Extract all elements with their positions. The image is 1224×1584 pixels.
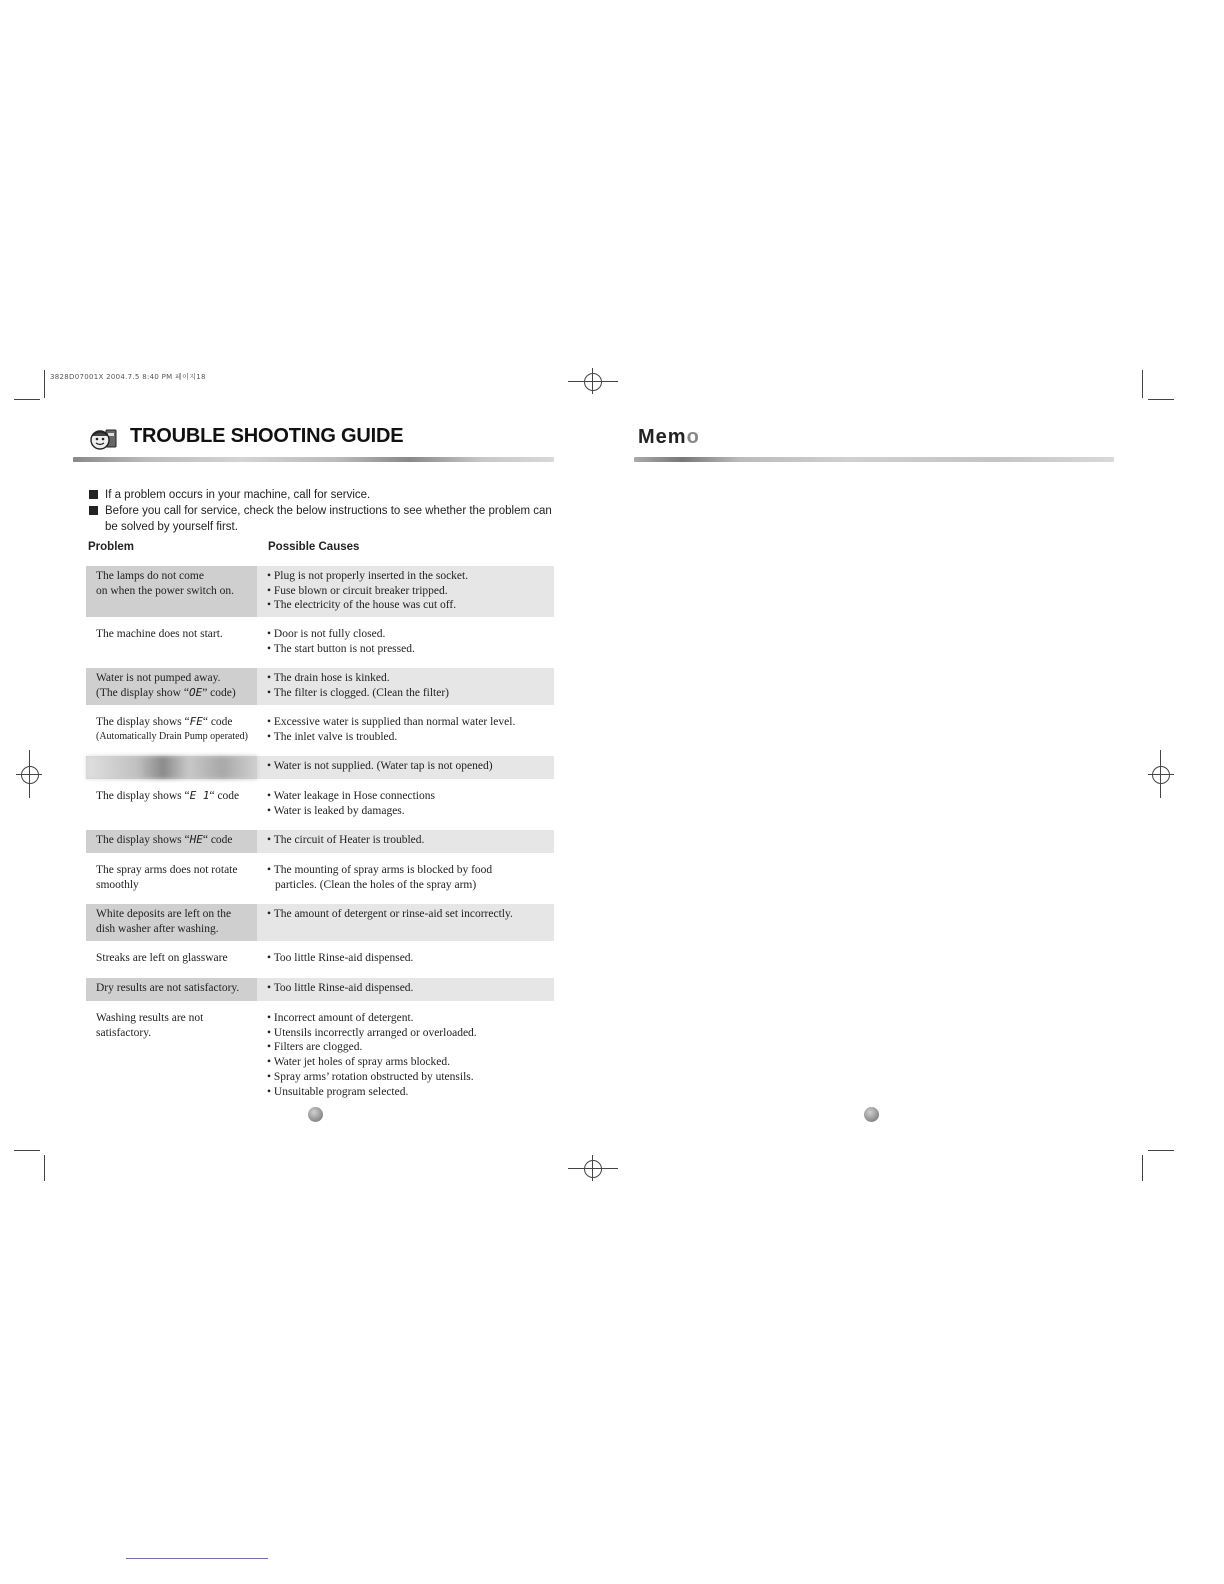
intro-text: If a problem occurs in your machine, call for service. bbox=[105, 489, 371, 501]
cause-line: • Filters are clogged. bbox=[267, 1041, 363, 1054]
cause-line: • The electricity of the house was cut off. bbox=[267, 599, 457, 612]
problem-cell bbox=[86, 948, 257, 971]
cause-line: • The start button is not pressed. bbox=[267, 642, 415, 655]
cause-line: • Water jet holes of spray arms blocked. bbox=[267, 1056, 451, 1069]
causes-cell bbox=[257, 860, 554, 897]
causes-cell bbox=[257, 624, 554, 661]
problem-line bbox=[96, 833, 251, 848]
crop-mark bbox=[44, 1155, 45, 1181]
problem-line: The spray arms does not rotate bbox=[96, 864, 238, 876]
causes-cell bbox=[257, 978, 554, 1001]
table-row bbox=[86, 566, 554, 617]
cause-line: • Door is not fully closed. bbox=[267, 628, 386, 640]
table-row bbox=[86, 860, 554, 897]
causes-cell bbox=[257, 948, 554, 971]
problem-line bbox=[96, 715, 251, 730]
cause-line: • Too little Rinse-aid dispensed. bbox=[267, 952, 414, 964]
problem-line: Washing results are not bbox=[96, 1012, 204, 1024]
problem-cell bbox=[86, 566, 257, 617]
registration-mark-icon bbox=[584, 373, 602, 391]
problem-line: smoothly bbox=[96, 878, 139, 891]
bottom-rule bbox=[126, 1558, 268, 1559]
print-info: 3828D07001X 2004.7.5 8:40 PM 페이지18 bbox=[50, 373, 206, 381]
column-header-problem: Problem bbox=[88, 541, 135, 553]
table-row bbox=[86, 786, 554, 823]
problem-cell bbox=[86, 978, 257, 1001]
registration-mark-icon bbox=[21, 766, 39, 784]
table-row bbox=[86, 978, 554, 1001]
crop-mark bbox=[1148, 1150, 1174, 1151]
troubleshooting-table bbox=[86, 566, 554, 1107]
problem-cell bbox=[86, 1008, 257, 1100]
intro-text: Before you call for service, check the below instructions to see whether the problem can be solved by yourself first. bbox=[105, 505, 552, 533]
page-title: TROUBLE SHOOTING GUIDE bbox=[130, 425, 404, 447]
problem-cell bbox=[86, 786, 257, 823]
table-row bbox=[86, 948, 554, 971]
column-header-causes: Possible Causes bbox=[268, 541, 360, 553]
causes-cell bbox=[257, 1008, 554, 1100]
problem-text: “ code bbox=[202, 834, 233, 846]
problem-text: ” code) bbox=[202, 686, 236, 699]
table-row bbox=[86, 904, 554, 941]
problem-line: White deposits are left on the bbox=[96, 908, 232, 920]
problem-text: “ code bbox=[202, 716, 233, 728]
title-underline bbox=[73, 457, 554, 462]
registration-mark-icon bbox=[1152, 766, 1170, 784]
problem-line bbox=[96, 686, 251, 701]
table-row bbox=[86, 668, 554, 705]
table-row bbox=[86, 1008, 554, 1100]
causes-cell bbox=[257, 756, 554, 779]
problem-line: Streaks are left on glassware bbox=[96, 952, 228, 964]
problem-cell-blurred bbox=[86, 756, 257, 779]
problem-text: The display shows “ bbox=[96, 790, 190, 802]
causes-cell bbox=[257, 904, 554, 941]
problem-line: dish washer after washing. bbox=[96, 922, 219, 935]
page-marker-dot bbox=[864, 1107, 879, 1122]
cause-line: • Incorrect amount of detergent. bbox=[267, 1012, 414, 1024]
problem-cell bbox=[86, 830, 257, 853]
error-code: HE bbox=[189, 833, 203, 846]
cause-line: • The circuit of Heater is troubled. bbox=[267, 834, 425, 846]
page-marker-dot bbox=[308, 1107, 323, 1122]
memo-title-underline bbox=[634, 457, 1114, 462]
cause-line: • The inlet valve is troubled. bbox=[267, 730, 398, 743]
crop-mark bbox=[14, 399, 40, 400]
cause-line: • The mounting of spray arms is blocked by food bbox=[267, 864, 493, 876]
cause-line: • Too little Rinse-aid dispensed. bbox=[267, 982, 414, 994]
cause-line: • Fuse blown or circuit breaker tripped. bbox=[267, 584, 448, 597]
problem-line: The lamps do not come bbox=[96, 570, 204, 582]
crop-mark bbox=[44, 370, 45, 398]
causes-cell bbox=[257, 668, 554, 705]
table-row bbox=[86, 624, 554, 661]
bullet-square-icon bbox=[89, 490, 98, 499]
crop-mark bbox=[1142, 1155, 1143, 1181]
problem-line: satisfactory. bbox=[96, 1026, 152, 1039]
problem-cell bbox=[86, 860, 257, 897]
causes-cell bbox=[257, 786, 554, 823]
problem-text: (The display show “ bbox=[96, 686, 189, 699]
table-row bbox=[86, 712, 554, 749]
problem-line: Water is not pumped away. bbox=[96, 672, 221, 684]
registration-mark-icon bbox=[584, 1160, 602, 1178]
problem-cell bbox=[86, 624, 257, 661]
intro-item bbox=[89, 487, 559, 503]
bullet-square-icon bbox=[89, 506, 98, 515]
blurred-text bbox=[86, 756, 257, 779]
problem-text: The display shows “ bbox=[96, 716, 190, 728]
problem-line bbox=[96, 789, 251, 804]
memo-title bbox=[638, 426, 700, 449]
intro-notes bbox=[89, 487, 559, 535]
error-code: OE bbox=[188, 685, 203, 699]
cause-line: • Plug is not properly inserted in the socket. bbox=[267, 570, 469, 582]
cause-line: • The filter is clogged. (Clean the filter) bbox=[267, 686, 450, 699]
cause-line: particles. (Clean the holes of the spray arm) bbox=[275, 878, 477, 891]
error-code: E 1 bbox=[189, 789, 210, 802]
problem-text: The display shows “ bbox=[96, 834, 190, 846]
causes-cell bbox=[257, 830, 554, 853]
table-row bbox=[86, 830, 554, 853]
problem-line: on when the power switch on. bbox=[96, 584, 234, 597]
memo-title-tail: o bbox=[686, 426, 700, 448]
problem-cell bbox=[86, 904, 257, 941]
crop-mark bbox=[14, 1150, 40, 1151]
problem-line: The machine does not start. bbox=[96, 628, 223, 640]
cause-line: • Water leakage in Hose connections bbox=[267, 790, 435, 802]
cause-line: • Excessive water is supplied than normal water level. bbox=[267, 716, 516, 728]
cause-line: • Water is leaked by damages. bbox=[267, 804, 405, 817]
service-person-icon bbox=[88, 426, 118, 452]
causes-cell bbox=[257, 712, 554, 749]
crop-mark bbox=[1148, 399, 1174, 400]
cause-line: • The amount of detergent or rinse-aid set incorrectly. bbox=[267, 908, 513, 920]
error-code: FE bbox=[189, 715, 203, 728]
cause-line: • Spray arms’ rotation obstructed by utensils. bbox=[267, 1070, 474, 1083]
cause-line: • The drain hose is kinked. bbox=[267, 672, 390, 684]
memo-title-main: Mem bbox=[638, 426, 687, 448]
cause-line: • Unsuitable program selected. bbox=[267, 1085, 409, 1098]
problem-line: Dry results are not satisfactory. bbox=[96, 982, 240, 994]
table-row bbox=[86, 756, 554, 779]
crop-mark bbox=[1142, 370, 1143, 398]
cause-line: • Utensils incorrectly arranged or overloaded. bbox=[267, 1026, 477, 1039]
problem-note: (Automatically Drain Pump operated) bbox=[96, 730, 248, 742]
problem-cell bbox=[86, 712, 257, 749]
problem-text: “ code bbox=[209, 790, 240, 802]
cause-line: • Water is not supplied. (Water tap is not opened) bbox=[267, 760, 493, 772]
intro-item bbox=[89, 503, 559, 535]
causes-cell bbox=[257, 566, 554, 617]
problem-cell bbox=[86, 668, 257, 705]
